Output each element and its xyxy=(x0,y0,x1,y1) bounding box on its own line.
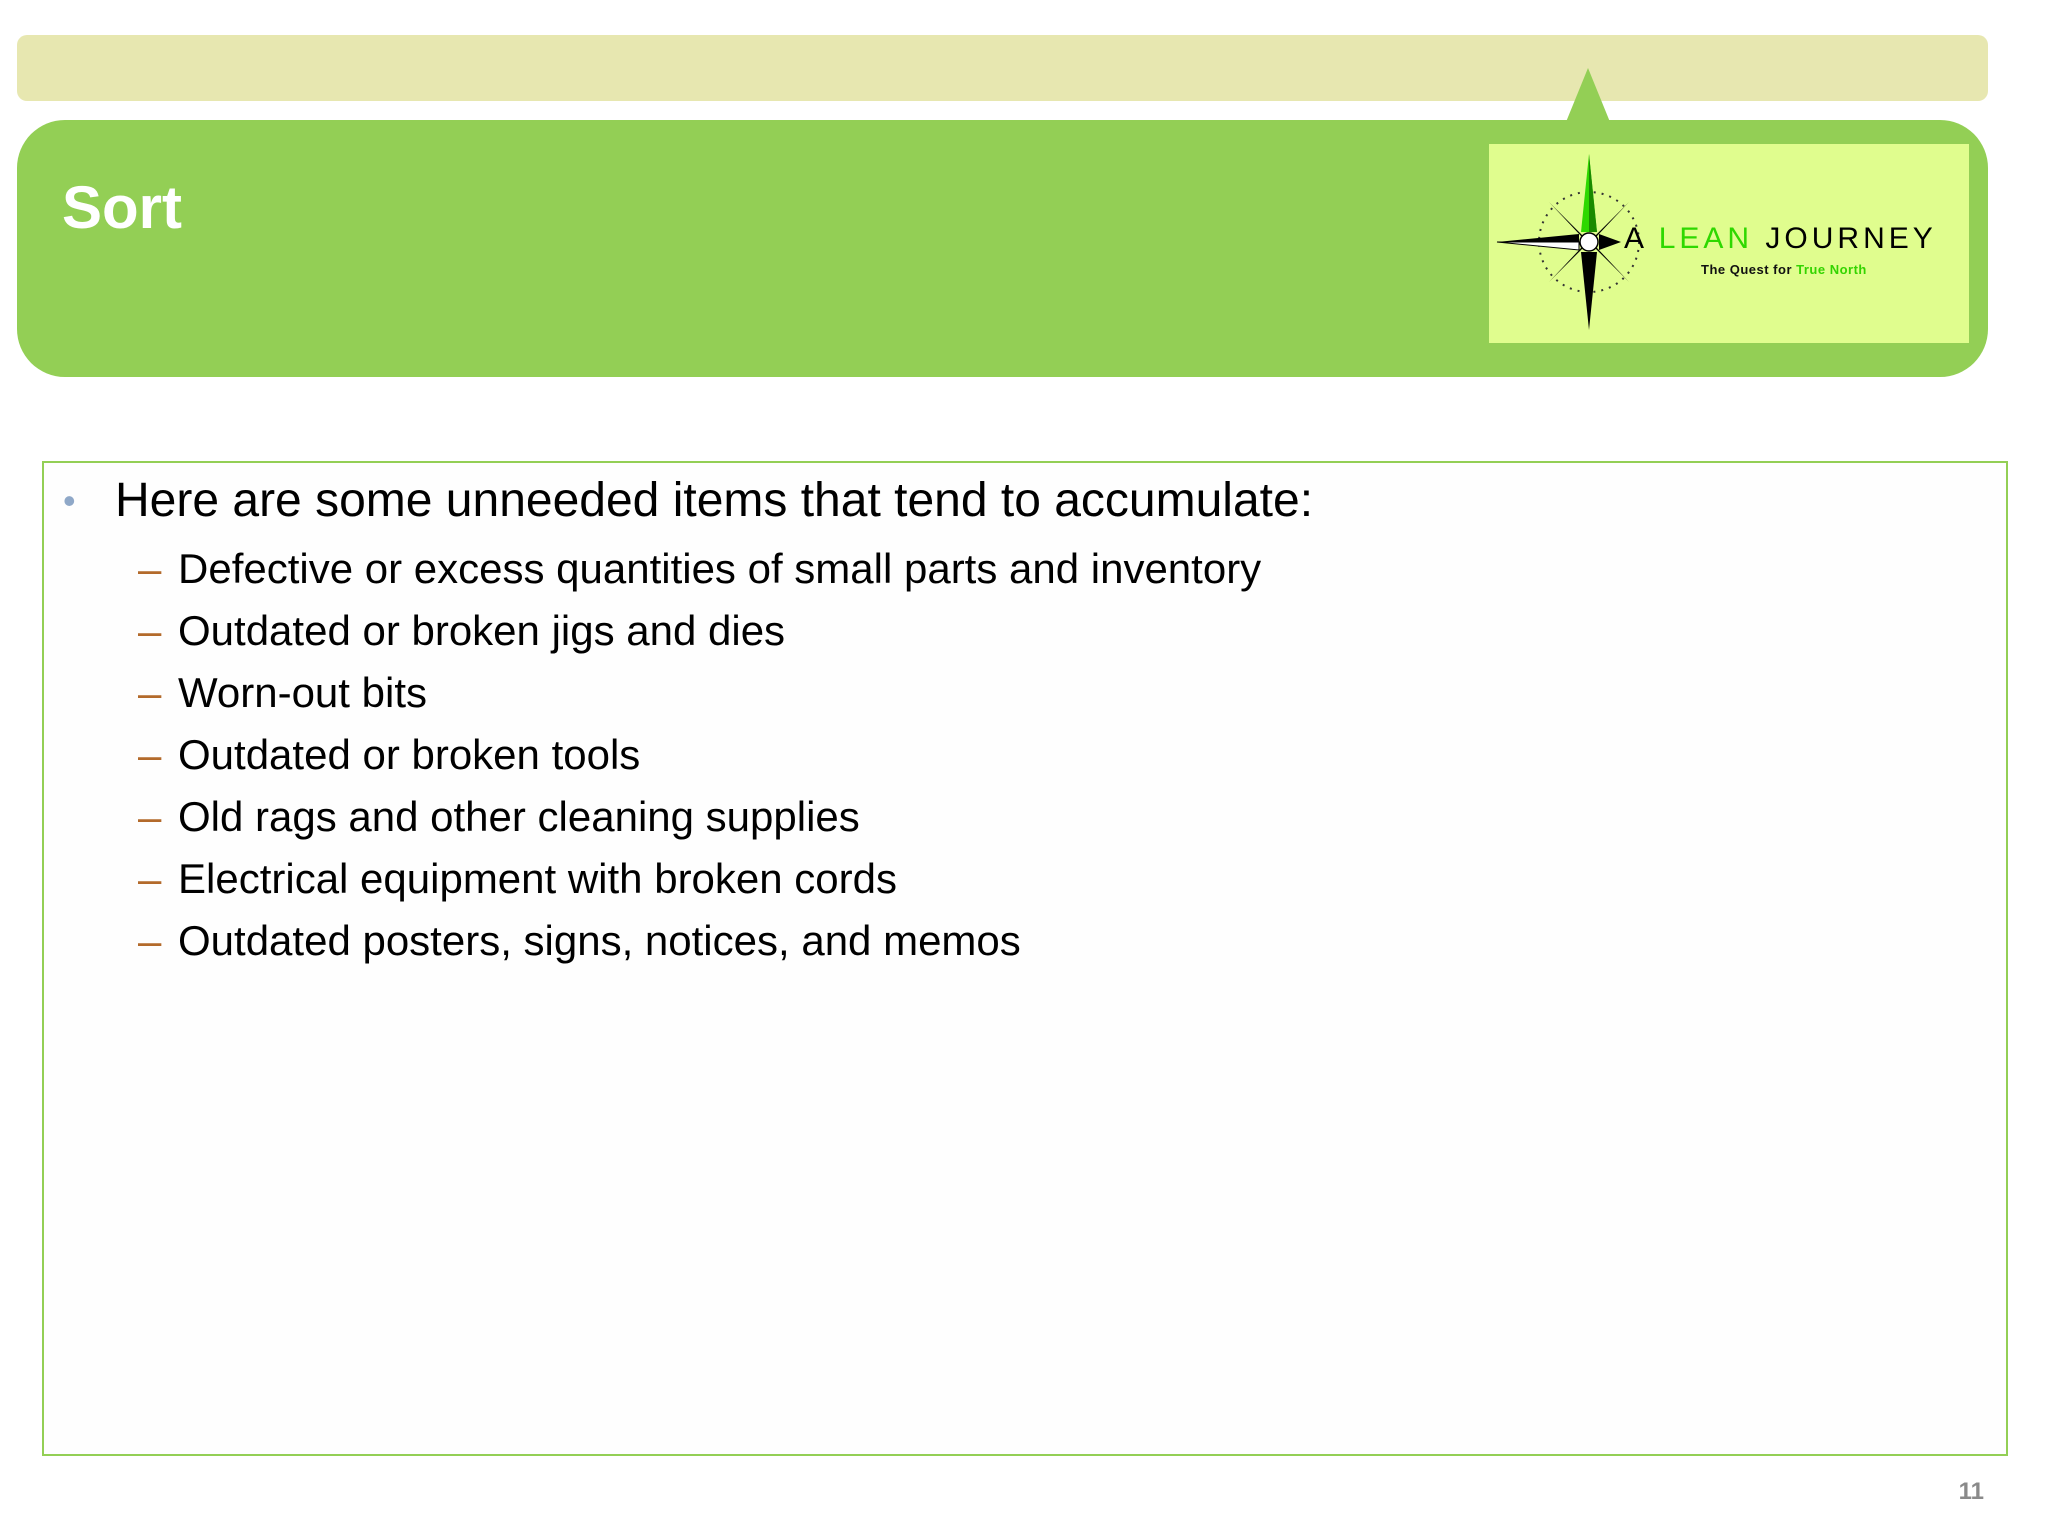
logo-word-journey: JOURNEY xyxy=(1765,222,1937,255)
sub-bullet-list xyxy=(138,538,1261,972)
sub-bullet-item xyxy=(138,724,1261,786)
sub-bullet-item xyxy=(138,848,1261,910)
dash-icon: – xyxy=(138,855,162,902)
page-number: 11 xyxy=(1958,1478,1984,1505)
sub-bullet-text: Worn-out bits xyxy=(178,669,427,716)
logo-tagline-highlight: True North xyxy=(1796,262,1867,277)
bullet-item xyxy=(63,473,1313,529)
dash-icon: – xyxy=(138,793,162,840)
dash-icon: – xyxy=(138,607,162,654)
logo-tagline xyxy=(1701,263,1867,276)
sub-bullet-text: Old rags and other cleaning supplies xyxy=(178,793,860,840)
sub-bullet-text: Defective or excess quantities of small parts and inventory xyxy=(178,545,1262,592)
dash-icon: – xyxy=(138,545,162,592)
sub-bullet-text: Electrical equipment with broken cords xyxy=(178,855,898,902)
band-pointer xyxy=(1566,68,1610,122)
logo-word-a: A xyxy=(1624,222,1647,255)
sub-bullet-text: Outdated or broken tools xyxy=(178,731,641,778)
slide-title: Sort xyxy=(62,174,182,241)
sub-bullet-item xyxy=(138,538,1261,600)
logo-wordmark xyxy=(1624,224,1937,254)
sub-bullet-item xyxy=(138,662,1261,724)
sub-bullet-text: Outdated or broken jigs and dies xyxy=(178,607,786,654)
sub-bullet-item xyxy=(138,910,1261,972)
top-decorative-bar xyxy=(17,35,1988,101)
logo-word-lean: LEAN xyxy=(1658,222,1754,255)
sub-bullet-item xyxy=(138,786,1261,848)
bullet-dot-icon: • xyxy=(63,480,76,521)
dash-icon: – xyxy=(138,731,162,778)
lean-journey-logo xyxy=(1489,144,1969,343)
logo-tagline-prefix: The Quest for xyxy=(1701,262,1793,277)
dash-icon: – xyxy=(138,669,162,716)
dash-icon: – xyxy=(138,917,162,964)
sub-bullet-text: Outdated posters, signs, notices, and memos xyxy=(178,917,1021,964)
bullet-text: Here are some unneeded items that tend to accumulate: xyxy=(115,474,1314,527)
sub-bullet-item xyxy=(138,600,1261,662)
